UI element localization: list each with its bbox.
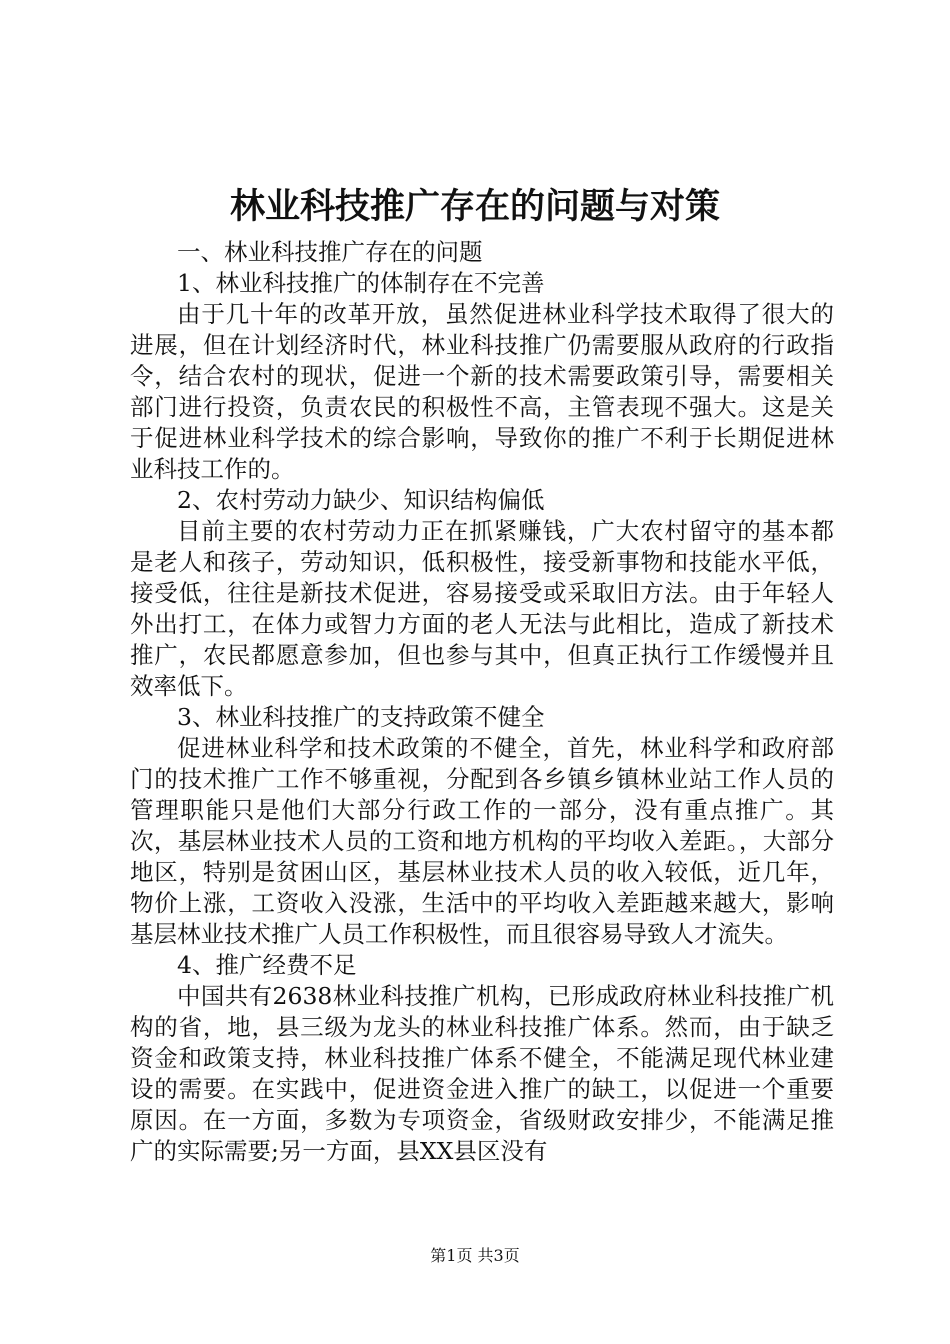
subheading-4: 4、推广经费不足 [177, 951, 357, 979]
paragraph-1: 由于几十年的改革开放，虽然促进林业科学技术取得了很大的进展，但在计划经济时代，林业科技推广仍需要服从政府的行政指令，结合农村的现状，促进一个新的技术需要政策引导，需要相关部门进行投资，负责农民的积极性不高，主管表现不强大。这是关于促进林业科学技术的综合影响，导致你的推广不利于长期促进林业科技工作的。 [130, 300, 834, 483]
paragraph-2: 目前主要的农村劳动力正在抓紧赚钱，广大农村留守的基本都是老人和孩子，劳动知识，低积极性，接受新事物和技能水平低，接受低，往往是新技术促进，容易接受或采取旧方法。由于年轻人外出打工，在体力或智力方面的老人无法与此相比，造成了新技术推广，农民都愿意参加，但也参与其中，但真正执行工作缓慢并且效率低下。 [130, 517, 834, 700]
subheading-2: 2、农村劳动力缺少、知识结构偏低 [177, 486, 545, 514]
document-body [130, 237, 834, 1167]
paragraph-3: 促进林业科学和技术政策的不健全，首先，林业科学和政府部门的技术推广工作不够重视，分配到各乡镇乡镇林业站工作人员的管理职能只是他们大部分行政工作的一部分，没有重点推广。其次，基层林业技术人员的工资和地方机构的平均收入差距。，大部分地区，特别是贫困山区，基层林业技术人员的收入较低，近几年，物价上涨，工资收入没涨，生活中的平均收入差距越来越大，影响基层林业技术推广人员工作积极性，而且很容易导致人才流失。 [130, 734, 834, 948]
subheading-3: 3、林业科技推广的支持政策不健全 [177, 703, 545, 731]
section-heading-1: 一、林业科技推广存在的问题 [177, 238, 483, 266]
subheading-1: 1、林业科技推广的体制存在不完善 [177, 269, 545, 297]
page-number-footer: 第1页 共3页 [430, 1246, 520, 1265]
paragraph-4: 中国共有2638林业科技推广机构，已形成政府林业科技推广机构的省，地，县三级为龙头的林业科技推广体系。然而，由于缺乏资金和政策支持，林业科技推广体系不健全，不能满足现代林业建设的需要。在实践中，促进资金进入推广的缺工，以促进一个重要原因。在一方面，多数为专项资金，省级财政安排少，不能满足推广的实际需要;另一方面，县XX县区没有 [130, 982, 834, 1165]
document-title: 林业科技推广存在的问题与对策 [229, 186, 720, 227]
